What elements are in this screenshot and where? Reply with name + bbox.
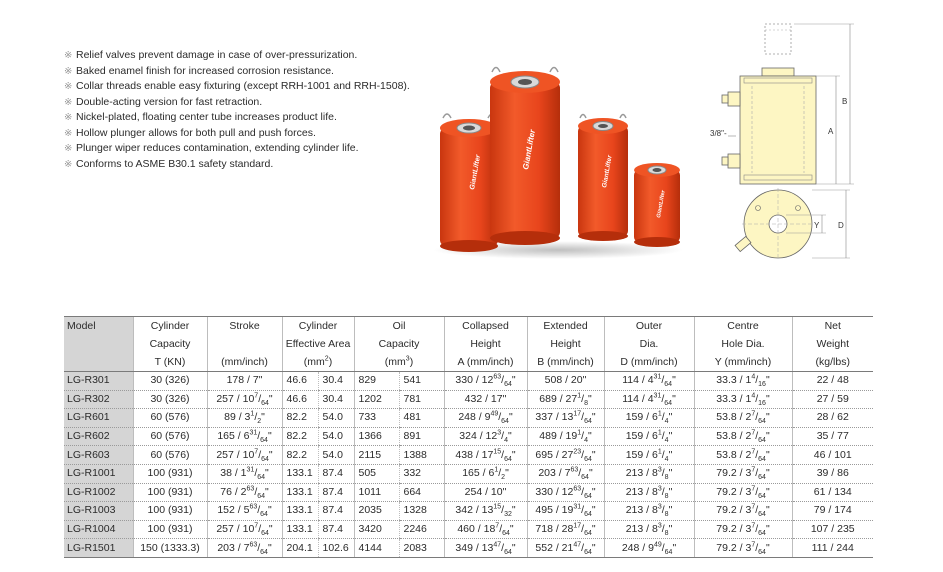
cell-hole: $33.3 / 1^4/_{16}$"	[694, 390, 792, 409]
table-row	[64, 409, 873, 428]
cell-area: 102.6	[318, 539, 354, 558]
cell-area: 46.6	[282, 390, 318, 409]
cell-area: 54.0	[318, 427, 354, 446]
cell-stroke: $76 / 2^{63}/_{64}$"	[207, 483, 282, 502]
cell-collapsed: $165 / 6^1/_2$"	[444, 464, 527, 483]
cell-outer: $213 / 8^3/_8$"	[604, 464, 694, 483]
cell-collapsed: $330 / 12^{63}/_{64}$"	[444, 372, 527, 391]
cell-model: LG-R1501	[64, 539, 133, 558]
cell-oil: 332	[399, 464, 444, 483]
cell-outer: $159 / 6^1/_4$"	[604, 427, 694, 446]
cell-weight: 27 / 59	[792, 390, 873, 409]
header-outer: Outer	[604, 317, 694, 336]
dim-a-label: A	[828, 127, 834, 136]
cell-area: 204.1	[282, 539, 318, 558]
cell-collapsed: $349 / 13^{47}/_{64}$"	[444, 539, 527, 558]
cell-area: 87.4	[318, 520, 354, 539]
cell-stroke: $257 / 10^7/_{64}$"	[207, 390, 282, 409]
cell-weight: 79 / 174	[792, 502, 873, 521]
cell-area: 87.4	[318, 464, 354, 483]
header-oil: Oil	[354, 317, 444, 336]
cell-hole: $79.2 / 3^7/_{64}$"	[694, 483, 792, 502]
cell-model: LG-R1002	[64, 483, 133, 502]
feature-list	[64, 48, 410, 172]
cell-hole: $53.8 / 2^7/_{64}$"	[694, 409, 792, 428]
table-row	[64, 539, 873, 558]
cell-oil: 664	[399, 483, 444, 502]
cell-weight: 107 / 235	[792, 520, 873, 539]
cell-oil: 3420	[354, 520, 399, 539]
cylinder-1-icon	[440, 114, 498, 252]
header-hole: Centre	[694, 317, 792, 336]
cell-model: LG-R601	[64, 409, 133, 428]
cell-oil: 1328	[399, 502, 444, 521]
table-row	[64, 372, 873, 391]
cell-outer: $114 / 4^{31}/_{64}$"	[604, 390, 694, 409]
header-collapsed: Collapsed	[444, 317, 527, 336]
cell-outer: $114 / 4^{31}/_{64}$"	[604, 372, 694, 391]
cell-oil: 891	[399, 427, 444, 446]
cell-area: 82.2	[282, 446, 318, 465]
feature-item: ※ Nickel-plated, floating center tube increases product life.	[64, 110, 410, 126]
cell-oil: 4144	[354, 539, 399, 558]
cell-collapsed: $324 / 12^3/_4$"	[444, 427, 527, 446]
table-row	[64, 464, 873, 483]
cell-area: 87.4	[318, 502, 354, 521]
cell-capacity: 100 (931)	[133, 520, 207, 539]
cell-extended: $695 / 27^{23}/_{64}$"	[527, 446, 604, 465]
cell-extended: $689 / 27^1/_8$"	[527, 390, 604, 409]
cell-extended: $489 / 19^1/_4$"	[527, 427, 604, 446]
cell-oil: 1366	[354, 427, 399, 446]
dim-b-label: B	[842, 97, 848, 106]
bullet-icon: ※	[64, 96, 73, 108]
dim-y-label: Y	[814, 221, 820, 230]
cell-extended: $337 / 13^{17}/_{64}$"	[527, 409, 604, 428]
cell-stroke: $257 / 10^7/_{64}$"	[207, 520, 282, 539]
cell-hole: $53.8 / 2^7/_{64}$"	[694, 427, 792, 446]
cell-weight: 28 / 62	[792, 409, 873, 428]
cell-collapsed: $438 / 17^{15}/_{64}$"	[444, 446, 527, 465]
feature-item: ※ Relief valves prevent damage in case of over-pressurization.	[64, 48, 410, 64]
feature-item: ※ Conforms to ASME B30.1 safety standard.	[64, 157, 410, 173]
cell-stroke: $38 / 1^{31}/_{64}$"	[207, 464, 282, 483]
cell-model: LG-R602	[64, 427, 133, 446]
cell-outer: $159 / 6^1/_4$"	[604, 446, 694, 465]
cell-model: LG-R1004	[64, 520, 133, 539]
cell-oil: 781	[399, 390, 444, 409]
feature-item: ※ Double-acting version for fast retraction.	[64, 95, 410, 111]
bullet-icon: ※	[64, 158, 73, 170]
bullet-icon: ※	[64, 50, 73, 61]
cell-model: LG-R1003	[64, 502, 133, 521]
cell-capacity: 30 (326)	[133, 372, 207, 391]
cell-oil: 1011	[354, 483, 399, 502]
header-stroke: Stroke	[207, 317, 282, 336]
header-model: Model	[64, 317, 133, 336]
cell-capacity: 150 (1333.3)	[133, 539, 207, 558]
table-row	[64, 483, 873, 502]
cell-area: 87.4	[318, 483, 354, 502]
cell-oil: 2083	[399, 539, 444, 558]
feature-item: ※ Collar threads enable easy fixturing (except RRH-1001 and RRH-1508).	[64, 79, 410, 95]
cell-oil: 2246	[399, 520, 444, 539]
table-row	[64, 390, 873, 409]
feature-item: ※ Plunger wiper reduces contamination, extending cylinder life.	[64, 141, 410, 157]
cell-oil: 1388	[399, 446, 444, 465]
cell-area: 82.2	[282, 409, 318, 428]
cell-stroke: $152 / 5^{63}/_{64}$"	[207, 502, 282, 521]
cylinder-2-icon	[490, 68, 560, 246]
table-row	[64, 427, 873, 446]
cell-collapsed: 254 / 10"	[444, 483, 527, 502]
cell-weight: 39 / 86	[792, 464, 873, 483]
bullet-icon: ※	[64, 81, 73, 92]
cell-weight: 61 / 134	[792, 483, 873, 502]
cell-collapsed: $248 / 9^{49}/_{64}$"	[444, 409, 527, 428]
cell-area: 82.2	[282, 427, 318, 446]
cell-capacity: 100 (931)	[133, 483, 207, 502]
cell-stroke: $203 / 7^{63}/_{64}$"	[207, 539, 282, 558]
cell-oil: 829	[354, 372, 399, 391]
feature-item: ※ Hollow plunger allows for both pull and push forces.	[64, 126, 410, 142]
cell-model: LG-R1001	[64, 464, 133, 483]
cell-area: 30.4	[318, 390, 354, 409]
cell-area: 30.4	[318, 372, 354, 391]
dim-d-label: D	[838, 221, 844, 230]
cell-outer: $213 / 8^3/_8$"	[604, 483, 694, 502]
cell-extended: $330 / 12^{63}/_{64}$"	[527, 483, 604, 502]
cell-weight: 35 / 77	[792, 427, 873, 446]
header-weight: Net	[792, 317, 873, 336]
cell-model: LG-R302	[64, 390, 133, 409]
cell-oil: 2115	[354, 446, 399, 465]
cell-stroke: $257 / 10^7/_{64}$"	[207, 446, 282, 465]
cell-stroke: 178 / 7"	[207, 372, 282, 391]
cell-capacity: 100 (931)	[133, 502, 207, 521]
cell-collapsed: $342 / 13^{15}/_{32}$"	[444, 502, 527, 521]
cell-weight: 46 / 101	[792, 446, 873, 465]
cell-extended: $718 / 28^{17}/_{64}$"	[527, 520, 604, 539]
svg-text:GiantLifter: GiantLifter	[469, 154, 483, 191]
header-capacity: Cylinder	[133, 317, 207, 336]
cell-hole: $53.8 / 2^7/_{64}$"	[694, 446, 792, 465]
spec-table: Model Cylinder Stroke Cylinder Oil Collapsed Extended Outer Centre Net Capacity Effective Area Capacity Height Height Dia. Hole Dia. Weight T (KN) (mm/inch) $(mm^2)$ $(mm^3)$ A (mm/inch) B (mm/inch) D (mm/inch) Y (mm/inch) (kg/lbs) LG-R301 30 (326) 178 / 7" 46.6 30.4 829 541 $330 / 12^{63}/_{64}$" 508 / 20" $114 / 4^{31}/_{64}$" $33.3 / 1^4/_{16}$" 22 / 48 LG-R302 30 (326) $257 / 10^7/_{64}$" 46.6 30.4 1202 781 432 / 17" $689 / 27^1/_8$" $114 / 4^{31}/_{64}$" $33.3 / 1^4/_{16}$" 27 / 59 LG-R601 60 (576) $89 / 3^1/_2$" 82.2 54.0 733 481 $248 / 9^{49}/_{64}$" $337 / 13^{17}/_{64}$" $159 / 6^1/_4$" $53.8 / 2^7/_{64}$" 28 / 62 LG-R602 60 (576) $165 / 6^{31}/_{64}$" 82.2 54.0 1366 891 $324 / 12^3/_4$" $489 / 19^1/_4$" $159 / 6^1/_4$" $53.8 / 2^7/_{64}$" 35 / 77 LG-R603 60 (576) $257 / 10^7/_{64}$" 82.2 54.0 2115 1388 $438 / 17^{15}/_{64}$" $695 / 27^{23}/_{64}$" $159 / 6^1/_4$" $53.8 / 2^7/_{64}$" 46 / 101 LG-R1001 100 (931) $38 / 1^{31}/_{64}$" 133.1 87.4 505 332 $165 / 6^1/_2$" $203 / 7^{63}/_{64}$" $213 / 8^3/_8$" $79.2 / 3^7/_{64}$" 39 / 86 LG-R1002 100 (931) $76 / 2^{63}/_{64}$" 133.1 87.4 1011 664 254 / 10" $330 / 12^{63}/_{64}$" $213 / 8^3/_8$" $79.2 / 3^7/_{64}$" 61 / 134 LG-R1003 100 (931) $152 / 5^{63}/_{64}$" 133.1 87.4 2035 1328 $342 / 13^{15}/_{32}$" $495 / 19^{31}/_{64}$" $213 / 8^3/_8$" $79.2 / 3^7/_{64}$" 79 / 174 LG-R1004 100 (931) $257 / 10^7/_{64}$" 133.1 87.4 3420 2246 $460 / 18^7/_{64}$" $718 / 28^{17}/_{64}$" $213 / 8^3/_8$" $79.2 / 3^7/_{64}$" 107 / 235 LG-R1501 150 (1333.3) $203 / 7^{63}/_{64}$" 204.1 102.6 4144 2083 $349 / 13^{47}/_{64}$" $552 / 21^{47}/_{64}$" $248 / 9^{49}/_{64}$" $79.2 / 3^7/_{64}$" 111 / 244	[64, 316, 873, 558]
cell-capacity: 60 (576)	[133, 427, 207, 446]
cell-oil: 2035	[354, 502, 399, 521]
cell-hole: $79.2 / 3^7/_{64}$"	[694, 520, 792, 539]
cell-capacity: 60 (576)	[133, 446, 207, 465]
cell-oil: 733	[354, 409, 399, 428]
cell-model: LG-R301	[64, 372, 133, 391]
table-row	[64, 520, 873, 539]
cell-area: 46.6	[282, 372, 318, 391]
feature-item: ※ Baked enamel finish for increased corrosion resistance.	[64, 64, 410, 80]
cell-capacity: 60 (576)	[133, 409, 207, 428]
cell-extended: $552 / 21^{47}/_{64}$"	[527, 539, 604, 558]
cell-oil: 541	[399, 372, 444, 391]
cell-oil: 505	[354, 464, 399, 483]
cell-hole: $79.2 / 3^7/_{64}$"	[694, 539, 792, 558]
cell-capacity: 100 (931)	[133, 464, 207, 483]
bullet-icon: ※	[64, 65, 73, 77]
bullet-icon: ※	[64, 127, 73, 139]
cell-area: 133.1	[282, 483, 318, 502]
cell-weight: 111 / 244	[792, 539, 873, 558]
cell-outer: $213 / 8^3/_8$"	[604, 502, 694, 521]
cell-capacity: 30 (326)	[133, 390, 207, 409]
header-extended: Extended	[527, 317, 604, 336]
cell-area: 133.1	[282, 464, 318, 483]
cell-collapsed: 432 / 17"	[444, 390, 527, 409]
cell-outer: $159 / 6^1/_4$"	[604, 409, 694, 428]
cell-extended: $203 / 7^{63}/_{64}$"	[527, 464, 604, 483]
cell-extended: $495 / 19^{31}/_{64}$"	[527, 502, 604, 521]
cell-oil: 481	[399, 409, 444, 428]
table-row	[64, 446, 873, 465]
cell-hole: $33.3 / 1^4/_{16}$"	[694, 372, 792, 391]
product-photo	[428, 60, 690, 260]
cell-collapsed: $460 / 18^7/_{64}$"	[444, 520, 527, 539]
cell-extended: 508 / 20"	[527, 372, 604, 391]
header-area: Cylinder	[282, 317, 354, 336]
bullet-icon: ※	[64, 143, 73, 154]
svg-text:GiantLifter: GiantLifter	[656, 189, 667, 219]
cell-stroke: $89 / 3^1/_2$"	[207, 409, 282, 428]
cell-area: 54.0	[318, 409, 354, 428]
cell-area: 133.1	[282, 502, 318, 521]
cell-oil: 1202	[354, 390, 399, 409]
cell-hole: $79.2 / 3^7/_{64}$"	[694, 502, 792, 521]
dimension-drawing	[700, 18, 870, 276]
cell-model: LG-R603	[64, 446, 133, 465]
svg-text:GiantLifter: GiantLifter	[601, 154, 614, 189]
cell-weight: 22 / 48	[792, 372, 873, 391]
svg-text:GiantLifter: GiantLifter	[521, 128, 537, 171]
cell-stroke: $165 / 6^{31}/_{64}$"	[207, 427, 282, 446]
cylinder-4-icon	[634, 163, 680, 247]
bullet-icon: ※	[64, 112, 73, 123]
port-label: 3/8"-	[710, 129, 727, 138]
cell-area: 133.1	[282, 520, 318, 539]
table-row	[64, 502, 873, 521]
cell-area: 54.0	[318, 446, 354, 465]
cylinder-3-icon	[578, 115, 628, 242]
cell-hole: $79.2 / 3^7/_{64}$"	[694, 464, 792, 483]
cell-outer: $213 / 8^3/_8$"	[604, 520, 694, 539]
cell-outer: $248 / 9^{49}/_{64}$"	[604, 539, 694, 558]
